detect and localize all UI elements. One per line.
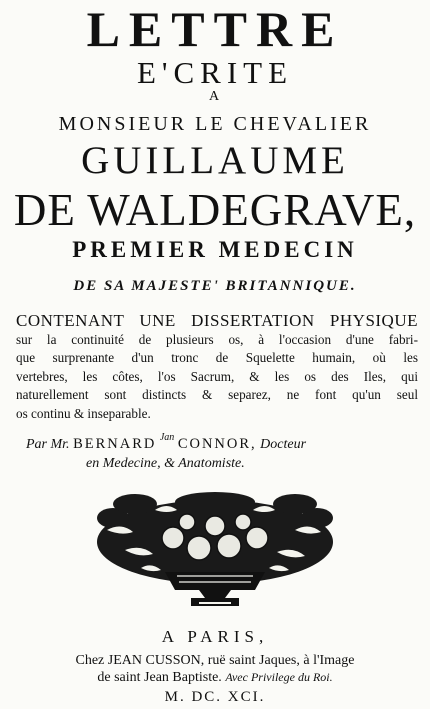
imprint-printer: Chez JEAN CUSSON, ruë saint Jaques, à l'Image bbox=[75, 653, 355, 668]
author-title-line2: en Medecine, & Anatomiste. bbox=[86, 456, 245, 471]
imprint-privilege: Avec Privilege du Roi. bbox=[225, 670, 333, 684]
fruit-basket-icon bbox=[95, 490, 335, 612]
author-last-name: CONNOR, bbox=[177, 436, 257, 452]
manuscript-note: Jan bbox=[159, 432, 175, 443]
author-first-name: BERNARD bbox=[73, 436, 157, 452]
author-block bbox=[26, 432, 426, 473]
imprint-sign-line bbox=[0, 671, 430, 685]
title-majeste: DE SA MAJESTE' BRITANNIQUE. bbox=[73, 278, 357, 294]
description-line-last: os continu & inseparable. bbox=[16, 405, 151, 421]
title-ecrite: E'CRITE bbox=[136, 55, 294, 90]
author-title: Docteur bbox=[260, 437, 307, 452]
title-premier-medecin: PREMIER MEDECIN bbox=[72, 237, 358, 262]
title-a: A bbox=[208, 89, 222, 104]
title-lettre: LETTRE bbox=[86, 1, 344, 57]
title-waldegrave: DE WALDEGRAVE, bbox=[13, 185, 417, 235]
imprint-year: M. DC. XCI. bbox=[164, 689, 266, 705]
author-prefix: Par Mr. bbox=[26, 437, 70, 452]
imprint-sign: de saint Jean Baptiste. bbox=[97, 670, 222, 685]
description-line: naturellement sont distincts & separez, ne font qu'un seul bbox=[16, 387, 418, 402]
description-paragraph bbox=[16, 312, 418, 423]
imprint-city: A PARIS, bbox=[161, 627, 269, 646]
title-monsieur: MONSIEUR LE CHEVALIER bbox=[58, 113, 372, 135]
description-line: sur la continuité de plusieurs os, à l'occasion d'une fabri- bbox=[16, 331, 418, 347]
description-line: que surprenante d'un tronc de Squelette humain, où les bbox=[16, 350, 418, 365]
title-guillaume: GUILLAUME bbox=[81, 139, 349, 182]
description-line: vertebres, les côtes, l'os Sacrum, & les os des Iles, qui bbox=[16, 368, 418, 384]
description-lead: CONTENANT UNE DISSERTATION PHYSIQUE bbox=[16, 311, 418, 330]
